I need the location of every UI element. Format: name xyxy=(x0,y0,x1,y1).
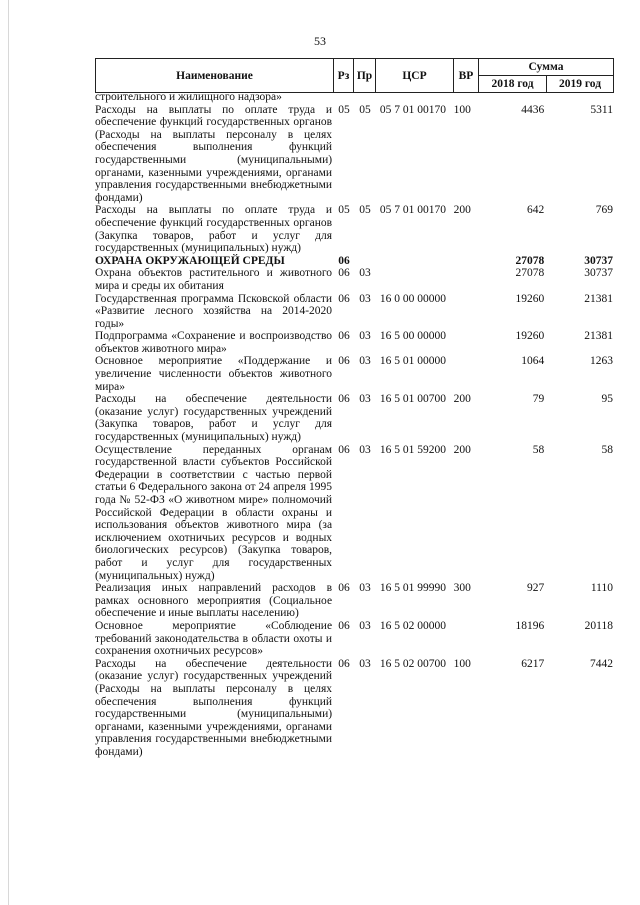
row-sum-2019: 58 xyxy=(601,443,613,456)
row-sum-2019: 20118 xyxy=(584,619,613,632)
row-sum-2018: 19260 xyxy=(515,292,545,305)
row-csr: 16 5 02 00000 xyxy=(379,619,447,632)
row-sum-2019: 769 xyxy=(595,204,613,217)
row-csr: 16 0 00 00000 xyxy=(379,292,447,305)
row-sum-2019: 1263 xyxy=(589,355,613,368)
row-csr: 05 7 01 00170 xyxy=(379,204,447,217)
row-vr: 100 xyxy=(453,103,471,116)
row-csr: 16 5 01 99990 xyxy=(379,582,447,595)
table-header xyxy=(95,58,614,93)
row-csr: 16 5 01 00000 xyxy=(379,355,447,368)
table-row xyxy=(95,204,613,254)
row-name: Охрана объектов растительного и животного мира и среды их обитания xyxy=(95,267,333,292)
row-pr: 05 xyxy=(359,204,371,217)
table-body xyxy=(95,91,613,758)
header-name: Наименование xyxy=(96,59,334,93)
row-vr: 100 xyxy=(453,657,471,670)
row-rz: 06 xyxy=(338,443,350,456)
row-sum-2018: 58 xyxy=(532,443,545,456)
row-sum-2018: 27078 xyxy=(515,254,545,267)
row-pr: 03 xyxy=(359,582,371,595)
row-rz: 06 xyxy=(338,619,350,632)
row-sum-2018: 18196 xyxy=(515,619,545,632)
row-name: Государственная программа Псковской области «Развитие лесного хозяйства на 2014-2020 годы» xyxy=(95,292,333,330)
row-sum-2019: 7442 xyxy=(589,657,613,670)
table-row xyxy=(95,267,613,292)
row-csr: 16 5 02 00700 xyxy=(379,657,447,670)
row-name: Расходы на обеспечение деятельности (оказание услуг) государственных учреждений (Расходы на выплаты персоналу в целях обеспечения выполнения функций государственными (муниципальными) органами, казенными учреждениями, органами управления государственными внебюджетными фондами) xyxy=(95,657,333,758)
row-sum-2019: 1110 xyxy=(590,582,613,595)
table-row xyxy=(95,104,613,205)
row-name: Расходы на выплаты по оплате труда и обеспечение функций государственных органов (Расходы на выплаты персоналу в целях обеспечения выполнения функций государственными (муниципальными) органами, казенными учреждениями, органами управления государственными внебюджетными фондами) xyxy=(95,103,333,204)
row-sum-2018: 4436 xyxy=(521,103,545,116)
row-rz: 06 xyxy=(338,254,350,267)
row-pr: 03 xyxy=(359,443,371,456)
row-sum-2019: 30737 xyxy=(584,254,613,267)
row-vr: 200 xyxy=(453,204,471,217)
page-number: 53 xyxy=(314,34,326,48)
row-name: Подпрограмма «Сохранение и воспроизводство объектов животного мира» xyxy=(95,330,333,355)
row-csr: 16 5 01 59200 xyxy=(379,443,447,456)
row-pr: 03 xyxy=(359,619,371,632)
table-row xyxy=(95,582,613,620)
row-sum-2018: 1064 xyxy=(521,355,545,368)
header-rz: Рз xyxy=(334,59,354,93)
row-pr: 03 xyxy=(359,267,371,280)
row-sum-2019: 95 xyxy=(601,393,613,406)
row-sum-2019: 21381 xyxy=(584,330,613,343)
row-vr: 300 xyxy=(453,582,471,595)
row-csr: 16 5 00 00000 xyxy=(379,330,447,343)
row-sum-2018: 27078 xyxy=(515,267,545,280)
row-pr: 05 xyxy=(359,103,371,116)
row-name: строительного и жилищного надзора» xyxy=(95,91,282,103)
row-sum-2019: 30737 xyxy=(584,267,613,280)
row-name: Осуществление переданных органам государственной власти субъектов Российской Федерации в соответствии с частью первой статьи 6 Федерального закона от 24 апреля 1995 года № 52-ФЗ «О животном мире» полномочий Российской Федерации в области охраны и использования объектов животного мира (за исключением охотничьих ресурсов и водных биологических ресурсов) (Закупка товаров, работ и услуг для государственных (муниципальных) нужд) xyxy=(95,443,333,582)
scan-edge-line xyxy=(8,0,9,905)
row-name: Реализация иных направлений расходов в рамках основного мероприятия (Социальное обеспечение и иные выплаты населению) xyxy=(95,582,333,620)
header-pr: Пр xyxy=(354,59,376,93)
row-rz: 05 xyxy=(338,103,350,116)
row-sum-2018: 19260 xyxy=(515,330,545,343)
table-row xyxy=(95,330,613,355)
row-rz: 06 xyxy=(338,657,350,670)
row-pr: 03 xyxy=(359,393,371,406)
row-pr: 03 xyxy=(359,657,371,670)
row-name: Основное мероприятие «Поддержание и увеличение численности объектов животного мира» xyxy=(95,355,333,393)
row-vr: 200 xyxy=(453,393,471,406)
row-pr: 03 xyxy=(359,292,371,305)
row-csr: 16 5 01 00700 xyxy=(379,393,447,406)
row-sum-2018: 927 xyxy=(526,582,545,595)
row-csr: 05 7 01 00170 xyxy=(379,103,447,116)
row-name: Основное мероприятие «Соблюдение требований законодательства в области охоты и сохранения охотничьих ресурсов» xyxy=(95,619,333,658)
row-rz: 06 xyxy=(338,292,350,305)
row-sum-2018: 6217 xyxy=(521,657,545,670)
header-csr: ЦСР xyxy=(376,59,454,93)
table-row xyxy=(95,293,613,331)
table-row xyxy=(95,444,613,583)
row-rz: 06 xyxy=(338,393,350,406)
row-sum-2019: 5311 xyxy=(590,103,613,116)
header-sum: Сумма xyxy=(479,59,614,76)
row-name: Расходы на обеспечение деятельности (оказание услуг) государственных учреждений (Закупка товаров, работ и услуг для государственных (муниципальных) нужд) xyxy=(95,393,333,444)
table-row xyxy=(95,355,613,393)
row-rz: 05 xyxy=(338,204,350,217)
row-rz: 06 xyxy=(338,330,350,343)
table-row xyxy=(95,255,613,268)
table-row xyxy=(95,91,613,104)
header-year-2018: 2018 год xyxy=(479,76,547,93)
row-name: Расходы на выплаты по оплате труда и обеспечение функций государственных органов (Закупка товаров, работ и услуг для государственных (муниципальных) нужд) xyxy=(95,204,333,255)
row-sum-2019: 21381 xyxy=(584,292,613,305)
row-pr: 03 xyxy=(359,330,371,343)
row-sum-2018: 79 xyxy=(532,393,545,406)
table-row xyxy=(95,658,613,759)
table-row xyxy=(95,620,613,658)
row-rz: 06 xyxy=(338,582,350,595)
row-pr: 03 xyxy=(359,355,371,368)
row-rz: 06 xyxy=(338,267,350,280)
header-vr: ВР xyxy=(454,59,479,93)
row-rz: 06 xyxy=(338,355,350,368)
table-row xyxy=(95,393,613,443)
header-year-2019: 2019 год xyxy=(547,76,614,93)
row-name: ОХРАНА ОКРУЖАЮЩЕЙ СРЕДЫ xyxy=(95,254,285,267)
row-vr: 200 xyxy=(453,443,471,456)
row-sum-2018: 642 xyxy=(526,204,545,217)
